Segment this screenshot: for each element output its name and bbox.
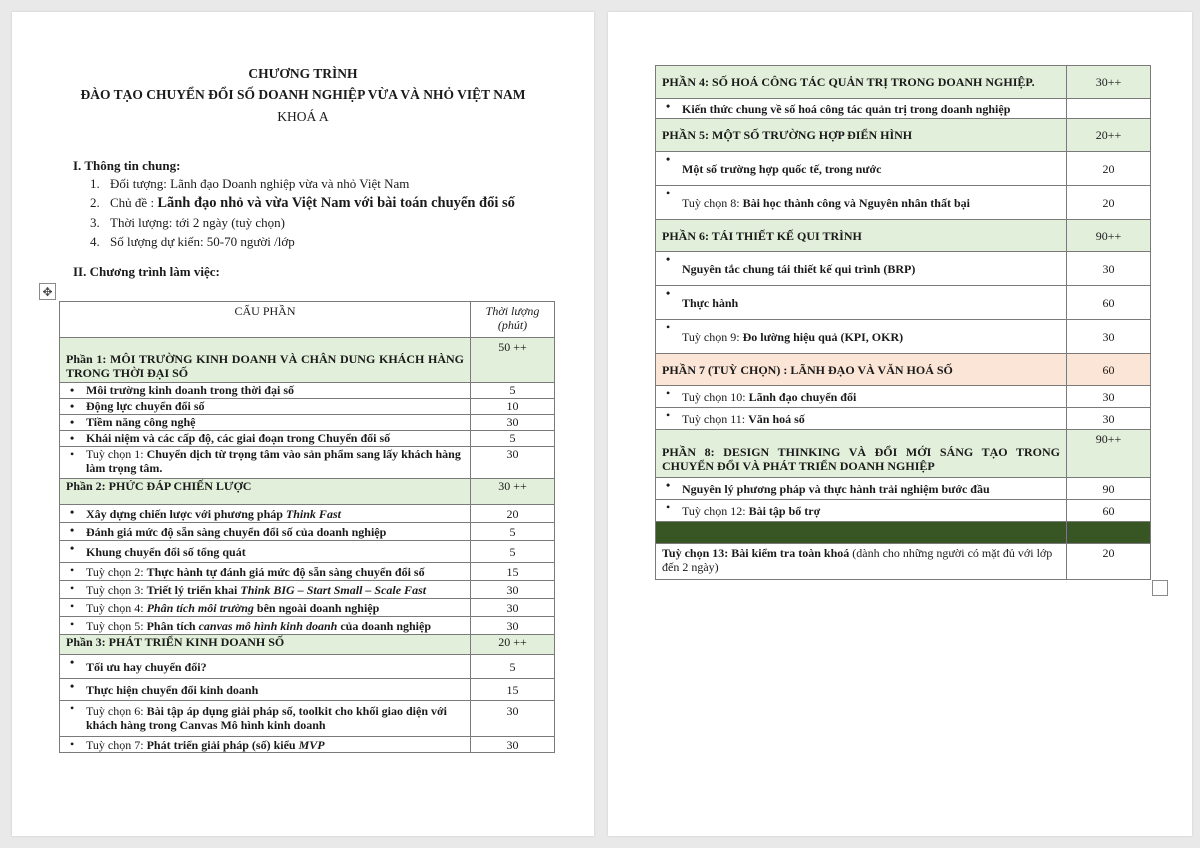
item-text: • Nguyên lý phương pháp và thực hành trải nghiệm bước đầu xyxy=(656,478,1067,500)
item-text: • Tuỳ chọn 3: Triết lý triển khai Think BIG – Start Small – Scale Fast xyxy=(60,581,471,599)
table-row xyxy=(60,447,555,479)
table-row xyxy=(60,581,555,599)
item-time: 5 xyxy=(471,541,555,563)
table-row xyxy=(60,505,555,523)
table-row xyxy=(656,320,1151,354)
list-number: 4. xyxy=(90,234,100,249)
item-text: • Đánh giá mức độ sẵn sàng chuyển đổi số của doanh nghiệp xyxy=(60,523,471,541)
section-time: 60 xyxy=(1067,354,1151,386)
item-time: 5 xyxy=(471,655,555,679)
item-time: 90 xyxy=(1067,478,1151,500)
program-table-1 xyxy=(59,301,555,753)
section-row-part7 xyxy=(656,354,1151,386)
item-time: 20 xyxy=(1067,152,1151,186)
item-time: 15 xyxy=(471,679,555,701)
section-time: 30++ xyxy=(1067,66,1151,99)
table-row xyxy=(60,383,555,399)
item-text: • Tiềm năng công nghệ xyxy=(60,415,471,431)
section-row-part2 xyxy=(60,479,555,505)
item-text: • Tuỳ chọn 8: Bài học thành công và Nguyên nhân thất bại xyxy=(656,186,1067,220)
list-label: Chủ đề : xyxy=(110,195,158,210)
list-text: Thời lượng: tới 2 ngày (tuỳ chọn) xyxy=(110,215,285,230)
table-row xyxy=(60,599,555,617)
item-time: 30 xyxy=(471,701,555,737)
section-time: 90++ xyxy=(1067,430,1151,478)
section-time: 20 ++ xyxy=(471,635,555,655)
item-text: • Tuỳ chọn 6: Bài tập áp dụng giải pháp số, toolkit cho khối giao diện với khách hàng trong Canvas Mô hình kinh doanh xyxy=(60,701,471,737)
item-time: 60 xyxy=(1067,500,1151,522)
section-row-part4 xyxy=(656,66,1151,99)
section-row-part6 xyxy=(656,220,1151,252)
item-text: • Tuỳ chọn 9: Đo lường hiệu quả (KPI, OKR) xyxy=(656,320,1067,354)
divider-cell xyxy=(656,522,1067,544)
table-row xyxy=(656,186,1151,220)
item-text: • Thực hiện chuyển đổi kinh doanh xyxy=(60,679,471,701)
table-row xyxy=(656,99,1151,119)
item-time: 30 xyxy=(1067,408,1151,430)
general-item-1 xyxy=(90,176,409,192)
table-row xyxy=(60,523,555,541)
item-text: • Tuỳ chọn 5: Phân tích canvas mô hình kinh doanh của doanh nghiệp xyxy=(60,617,471,635)
item-text: Tuỳ chọn 13: Bài kiểm tra toàn khoá (dành cho những người có mặt đủ với lớp đến 2 ngày) xyxy=(656,544,1067,580)
item-time: 30 xyxy=(471,599,555,617)
table-row xyxy=(656,408,1151,430)
table-row xyxy=(656,252,1151,286)
list-number: 1. xyxy=(90,176,100,191)
section-title: PHẦN 4: SỐ HOÁ CÔNG TÁC QUẢN TRỊ TRONG DOANH NGHIỆP. xyxy=(656,66,1067,99)
section-row-part3 xyxy=(60,635,555,655)
option-title: Chuyển dịch từ trọng tâm vào sản phẩm sang lấy khách hàng làm trọng tâm. xyxy=(86,447,461,475)
item-time: 5 xyxy=(471,523,555,541)
table-row xyxy=(60,399,555,415)
course-name: KHOÁ A xyxy=(277,109,329,124)
program-title: CHƯƠNG TRÌNH xyxy=(248,66,358,81)
item-text: • Kiến thức chung về số hoá công tác quản trị trong doanh nghiệp xyxy=(656,99,1067,119)
item-text: • Tuỳ chọn 11: Văn hoá số xyxy=(656,408,1067,430)
item-time: 20 xyxy=(1067,186,1151,220)
document-page-2 xyxy=(608,12,1192,836)
table-row xyxy=(60,617,555,635)
item-text: • Thực hành xyxy=(656,286,1067,320)
component-column-header: CẤU PHẦN xyxy=(60,302,471,338)
table-header-row xyxy=(60,302,555,338)
item-text: • Khung chuyển đổi số tổng quát xyxy=(60,541,471,563)
item-time: 30 xyxy=(1067,320,1151,354)
table-row xyxy=(656,286,1151,320)
list-text: Đối tượng: Lãnh đạo Doanh nghiệp vừa và nhỏ Việt Nam xyxy=(110,176,410,191)
divider-cell xyxy=(1067,522,1151,544)
item-time: 30 xyxy=(471,415,555,431)
table-row xyxy=(60,655,555,679)
item-text: • Tuỳ chọn 2: Thực hành tự đánh giá mức độ sẵn sàng chuyển đổi số xyxy=(60,563,471,581)
item-time: 5 xyxy=(471,431,555,447)
topic-text: Lãnh đạo nhỏ và vừa Việt Nam với bài toán chuyển đổi số xyxy=(157,195,515,211)
item-text: • Động lực chuyển đổi số xyxy=(60,399,471,415)
item-time: 20 xyxy=(1067,544,1151,580)
item-time: 30 xyxy=(471,737,555,753)
item-text: • Nguyên tắc chung tái thiết kế qui trình (BRP) xyxy=(656,252,1067,286)
item-text xyxy=(60,447,471,479)
section-title: PHẦN 8: DESIGN THINKING VÀ ĐỔI MỚI SÁNG TẠO TRONG CHUYỂN ĐỔI VÀ PHÁT TRIỂN DOANH NGHIỆP xyxy=(656,430,1067,478)
section-time: 50 ++ xyxy=(471,338,555,383)
divider-row xyxy=(656,522,1151,544)
item-text: • Xây dựng chiến lược với phương pháp Think Fast xyxy=(60,505,471,523)
program-heading: II. Chương trình làm việc: xyxy=(73,264,220,279)
item-time: 5 xyxy=(471,383,555,399)
list-number: 2. xyxy=(90,195,100,210)
section-title: Phần 3: PHÁT TRIỂN KINH DOANH SỐ xyxy=(60,635,471,655)
duration-column-header: Thời lượng (phút) xyxy=(471,302,555,338)
table-resize-handle[interactable] xyxy=(1152,580,1168,596)
section-time: 30 ++ xyxy=(471,479,555,505)
section-title: PHẦN 7 (TUỲ CHỌN) : LÃNH ĐẠO VÀ VĂN HOÁ SỐ xyxy=(656,354,1067,386)
table-row xyxy=(656,544,1151,580)
item-text: • Môi trường kinh doanh trong thời đại số xyxy=(60,383,471,399)
item-time: 30 xyxy=(471,581,555,599)
list-number: 3. xyxy=(90,215,100,230)
section-title: Phần 1: MÔI TRƯỜNG KINH DOANH VÀ CHÂN DUNG KHÁCH HÀNG TRONG THỜI ĐẠI SỐ xyxy=(60,338,471,383)
document-page-1 xyxy=(12,12,594,836)
section-row-part8 xyxy=(656,430,1151,478)
item-time: 30 xyxy=(1067,252,1151,286)
item-text: • Tối ưu hay chuyển đổi? xyxy=(60,655,471,679)
item-time: 15 xyxy=(471,563,555,581)
item-time: 30 xyxy=(1067,386,1151,408)
section-time: 20++ xyxy=(1067,119,1151,152)
item-time: 10 xyxy=(471,399,555,415)
section-row-part5 xyxy=(656,119,1151,152)
item-text: • Tuỳ chọn 10: Lãnh đạo chuyển đổi xyxy=(656,386,1067,408)
section-title: PHẦN 5: MỘT SỐ TRƯỜNG HỢP ĐIỂN HÌNH xyxy=(656,119,1067,152)
table-row xyxy=(60,541,555,563)
item-time: 20 xyxy=(471,505,555,523)
item-time: 60 xyxy=(1067,286,1151,320)
list-text: Số lượng dự kiến: 50-70 người /lớp xyxy=(110,234,295,249)
table-row xyxy=(60,679,555,701)
table-row xyxy=(60,431,555,447)
general-info-heading: I. Thông tin chung: xyxy=(73,158,181,173)
section-row-part1 xyxy=(60,338,555,383)
item-text: • Tuỳ chọn 7: Phát triển giải pháp (số) kiểu MVP xyxy=(60,737,471,753)
item-text: • Khái niệm và các cấp độ, các giai đoạn trong Chuyển đổi số xyxy=(60,431,471,447)
table-row xyxy=(656,386,1151,408)
item-time xyxy=(1067,99,1151,119)
item-time: 30 xyxy=(471,617,555,635)
general-item-3 xyxy=(90,215,285,231)
table-row xyxy=(60,563,555,581)
table-row xyxy=(656,500,1151,522)
section-time: 90++ xyxy=(1067,220,1151,252)
general-item-2 xyxy=(90,195,515,212)
table-move-handle[interactable]: ✥ xyxy=(39,283,56,300)
table-row xyxy=(656,478,1151,500)
section-title: Phần 2: PHỨC ĐÁP CHIẾN LƯỢC xyxy=(60,479,471,505)
section-title: PHẦN 6: TÁI THIẾT KẾ QUI TRÌNH xyxy=(656,220,1067,252)
item-time: 30 xyxy=(471,447,555,479)
program-subtitle: ĐÀO TẠO CHUYỂN ĐỔI SỐ DOANH NGHIỆP VỪA VÀ NHỎ VIỆT NAM xyxy=(80,87,526,102)
item-text: • Tuỳ chọn 4: Phân tích môi trường bên ngoài doanh nghiệp xyxy=(60,599,471,617)
program-table-2 xyxy=(655,65,1151,580)
general-item-4 xyxy=(90,234,295,250)
table-row xyxy=(60,415,555,431)
table-row xyxy=(656,152,1151,186)
item-text: • Tuỳ chọn 12: Bài tập bổ trợ xyxy=(656,500,1067,522)
item-text: • Một số trường hợp quốc tế, trong nước xyxy=(656,152,1067,186)
table-row xyxy=(60,737,555,753)
table-row xyxy=(60,701,555,737)
option-prefix: Tuỳ chọn 1: xyxy=(86,447,147,461)
